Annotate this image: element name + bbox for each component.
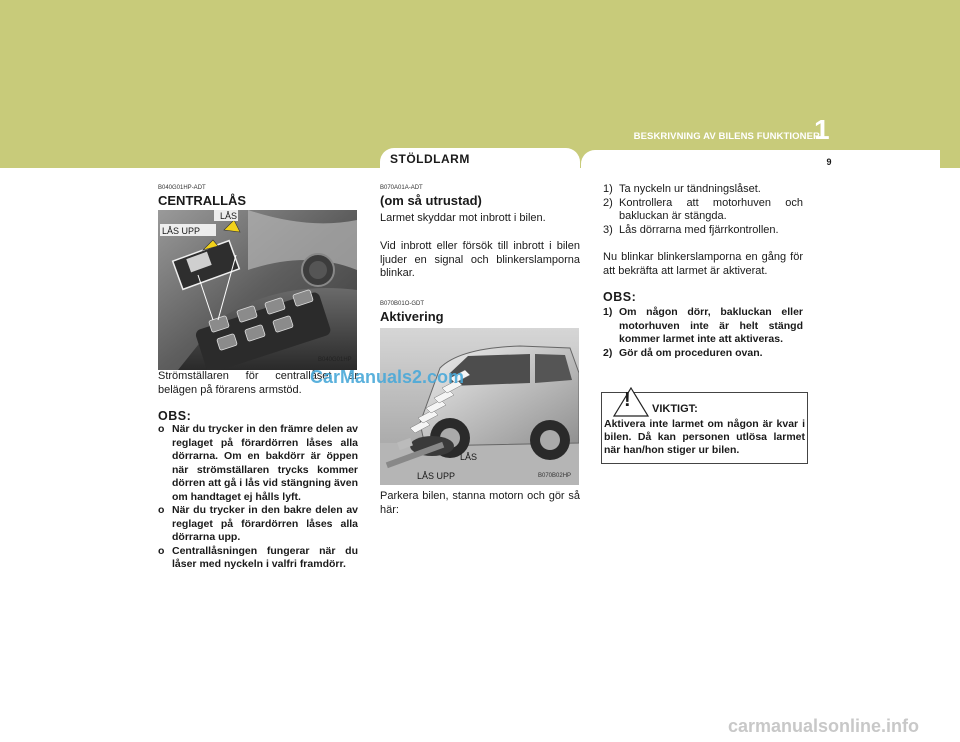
bullet: o bbox=[158, 504, 165, 516]
header-white-strip bbox=[581, 150, 940, 168]
item-text: Om någon dörr, bakluckan eller motorhuven inte är helt stängd kommer larmet inte att aktiveras. bbox=[619, 306, 803, 345]
bullet: o bbox=[158, 544, 165, 557]
warning-text: Aktivera inte larmet om någon är kvar i bilen. Då kan personen utlösa larmet när han/hon stiger ur bilen. bbox=[604, 418, 805, 456]
warning-symbol: ! bbox=[624, 389, 631, 411]
car-key-photo bbox=[380, 328, 579, 485]
obs-title: OBS: bbox=[158, 409, 192, 423]
figure-code: B040G01HP bbox=[318, 357, 352, 363]
section-code: B040G01HP-ADT bbox=[158, 185, 206, 191]
watermark-footer: carmanualsonline.info bbox=[728, 716, 920, 736]
step-number: 1) bbox=[603, 183, 613, 195]
step-list bbox=[603, 183, 803, 237]
list-item bbox=[603, 183, 803, 197]
obs-list bbox=[603, 306, 803, 360]
warning-title: VIKTIGT: bbox=[652, 403, 698, 415]
section-heading: Aktivering bbox=[380, 309, 444, 324]
paragraph: Nu blinkar blinkerslamporna en gång för att bekräfta att larmet är aktiverat. bbox=[603, 251, 803, 277]
chapter-title: BESKRIVNING AV BILENS FUNKTIONER bbox=[633, 131, 820, 142]
step-text: Kontrollera att motorhuven och bakluckan är stängda. bbox=[619, 196, 803, 222]
list-item bbox=[158, 423, 358, 504]
obs-list bbox=[158, 423, 358, 572]
item-number: 1) bbox=[603, 306, 613, 318]
warning-box bbox=[601, 389, 808, 464]
bullet: o bbox=[158, 423, 165, 435]
item-text: Gör då om proceduren ovan. bbox=[619, 346, 763, 359]
car-illustration bbox=[380, 328, 579, 485]
watermark-top: CarManuals2.com bbox=[310, 367, 465, 387]
section-heading: CENTRALLÅS bbox=[158, 193, 247, 208]
figure-label-las: LÅS bbox=[220, 211, 238, 221]
step-text: Ta nyckeln ur tändningslåset. bbox=[619, 183, 761, 195]
list-item-text: Centrallåsningen fungerar när du låser med nyckeln i valfri framdörr. bbox=[172, 544, 358, 570]
list-item bbox=[158, 504, 358, 545]
figure-label-las-upp: LÅS UPP bbox=[162, 226, 201, 236]
paragraph: Parkera bilen, stanna motorn och gör så här: bbox=[380, 490, 580, 516]
paragraph: Larmet skyddar mot inbrott i bilen. bbox=[380, 212, 546, 224]
step-number: 3) bbox=[603, 223, 613, 236]
intro-paragraph: Strömställaren för centrallåset är belägen på förarens armstöd. bbox=[158, 370, 358, 396]
list-item bbox=[603, 306, 803, 347]
chapter-number: 1 bbox=[814, 114, 830, 145]
figure-label-las: LÅS bbox=[460, 452, 478, 462]
page-number: 9 bbox=[826, 157, 832, 167]
figure-code: B070B02HP bbox=[538, 473, 572, 479]
list-item-text: När du trycker in den främre delen av reglaget på förardörren låses alla dörrarna. Om en bakdörr är öppen när strömställaren trycks kommer dörren att gå i lås vid stängning även om handtaget ej hålls lyft. bbox=[172, 423, 358, 503]
step-number: 2) bbox=[603, 196, 613, 209]
section-code: B070A01A-ADT bbox=[380, 185, 423, 191]
section-title: STÖLDLARM bbox=[390, 152, 470, 166]
list-item bbox=[603, 197, 803, 224]
section-code: B070B01O-GDT bbox=[380, 301, 425, 307]
paragraph: Vid inbrott eller försök till inbrott i bilen ljuder en signal och blinkerslamporna blinkar. bbox=[380, 240, 580, 279]
list-item bbox=[158, 545, 358, 572]
obs-title: OBS: bbox=[603, 290, 637, 304]
section-heading: (om så utrustad) bbox=[380, 193, 482, 208]
step-text: Lås dörrarna med fjärrkontrollen. bbox=[619, 223, 779, 236]
list-item-text: När du trycker in den bakre delen av reglaget på förardörren låses alla dörrarna upp. bbox=[172, 504, 358, 543]
item-number: 2) bbox=[603, 346, 613, 359]
list-item bbox=[603, 224, 803, 238]
warning-icon bbox=[613, 387, 649, 417]
figure-label-las-upp: LÅS UPP bbox=[417, 471, 456, 481]
list-item bbox=[603, 347, 803, 361]
